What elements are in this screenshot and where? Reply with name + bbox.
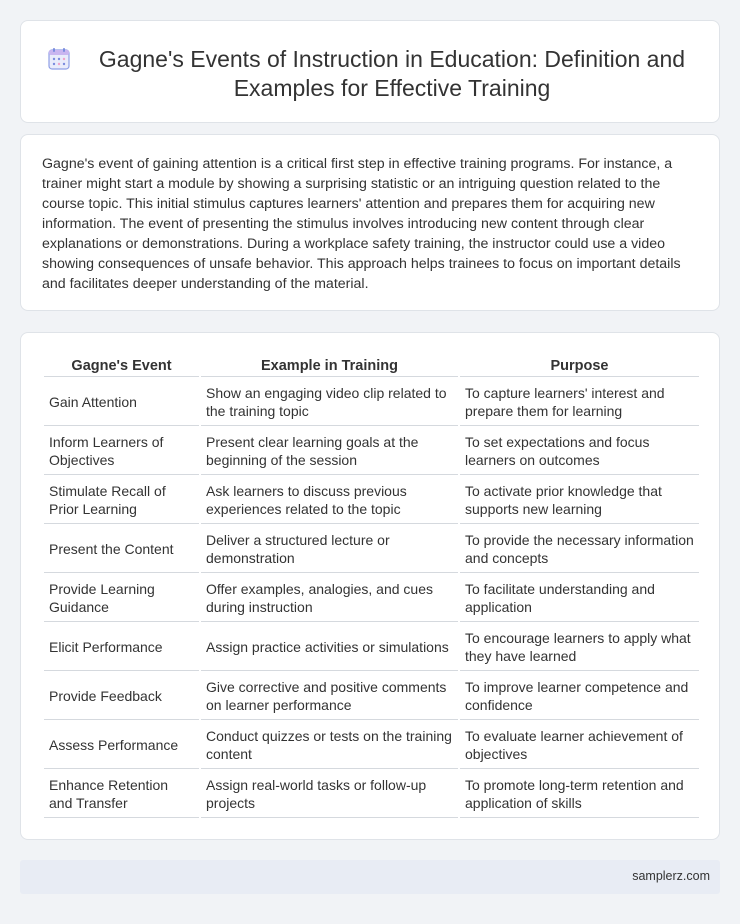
table-row	[44, 575, 699, 622]
cell-purpose: To facilitate understanding and application	[460, 575, 699, 622]
cell-event: Provide Learning Guidance	[44, 575, 199, 622]
cell-event: Stimulate Recall of Prior Learning	[44, 477, 199, 524]
intro-paragraph: Gagne's event of gaining attention is a critical first step in effective training programs. For instance, a trainer might start a module by showing a surprising statistic or an intriguing question related to the course topic. This initial stimulus captures learners' attention and prepares them for acquiring new information. The event of presenting the stimulus involves introducing new content through clear explanations or demonstrations. During a workplace safety training, the instructor could use a video showing consequences of unsafe behavior. This approach helps trainees to focus on important details and facilitates deeper understanding of the material.	[42, 156, 681, 292]
table-row	[44, 379, 699, 426]
cell-purpose: To set expectations and focus learners on outcomes	[460, 428, 699, 475]
cell-event: Enhance Retention and Transfer	[44, 771, 199, 818]
cell-event: Assess Performance	[44, 722, 199, 769]
cell-example: Present clear learning goals at the beginning of the session	[201, 428, 458, 475]
cell-example: Deliver a structured lecture or demonstration	[201, 526, 458, 573]
header-event: Gagne's Event	[44, 355, 199, 377]
cell-example: Give corrective and positive comments on learner performance	[201, 673, 458, 720]
cell-example: Offer examples, analogies, and cues during instruction	[201, 575, 458, 622]
footer	[20, 860, 720, 894]
events-table	[42, 353, 701, 820]
cell-example: Conduct quizzes or tests on the training content	[201, 722, 458, 769]
cell-purpose: To promote long-term retention and application of skills	[460, 771, 699, 818]
cell-purpose: To evaluate learner achievement of objectives	[460, 722, 699, 769]
cell-purpose: To capture learners' interest and prepare them for learning	[460, 379, 699, 426]
cell-event: Provide Feedback	[44, 673, 199, 720]
cell-event: Present the Content	[44, 526, 199, 573]
cell-purpose: To encourage learners to apply what they have learned	[460, 624, 699, 671]
page-title: Gagne's Events of Instruction in Education: Definition and Examples for Effective Training	[98, 46, 686, 101]
cell-example: Ask learners to discuss previous experiences related to the topic	[201, 477, 458, 524]
table-row	[44, 526, 699, 573]
footer-site-link[interactable]: samplerz.com	[632, 869, 710, 883]
cell-example: Show an engaging video clip related to the training topic	[201, 379, 458, 426]
table-row	[44, 477, 699, 524]
header-purpose: Purpose	[460, 355, 699, 377]
cell-purpose: To provide the necessary information and concepts	[460, 526, 699, 573]
table-row	[44, 624, 699, 671]
cell-example: Assign practice activities or simulations	[201, 624, 458, 671]
table-header-row	[44, 355, 699, 377]
calendar-icon	[47, 47, 71, 71]
cell-event: Elicit Performance	[44, 624, 199, 671]
table-card	[20, 332, 720, 840]
cell-purpose: To activate prior knowledge that supports new learning	[460, 477, 699, 524]
intro-card	[20, 134, 720, 311]
table-row	[44, 771, 699, 818]
cell-event: Inform Learners of Objectives	[44, 428, 199, 475]
table-row	[44, 428, 699, 475]
cell-event: Gain Attention	[44, 379, 199, 426]
cell-purpose: To improve learner competence and confidence	[460, 673, 699, 720]
title-card	[20, 20, 720, 123]
table-row	[44, 722, 699, 769]
table-row	[44, 673, 699, 720]
header-example: Example in Training	[201, 355, 458, 377]
cell-example: Assign real-world tasks or follow-up projects	[201, 771, 458, 818]
